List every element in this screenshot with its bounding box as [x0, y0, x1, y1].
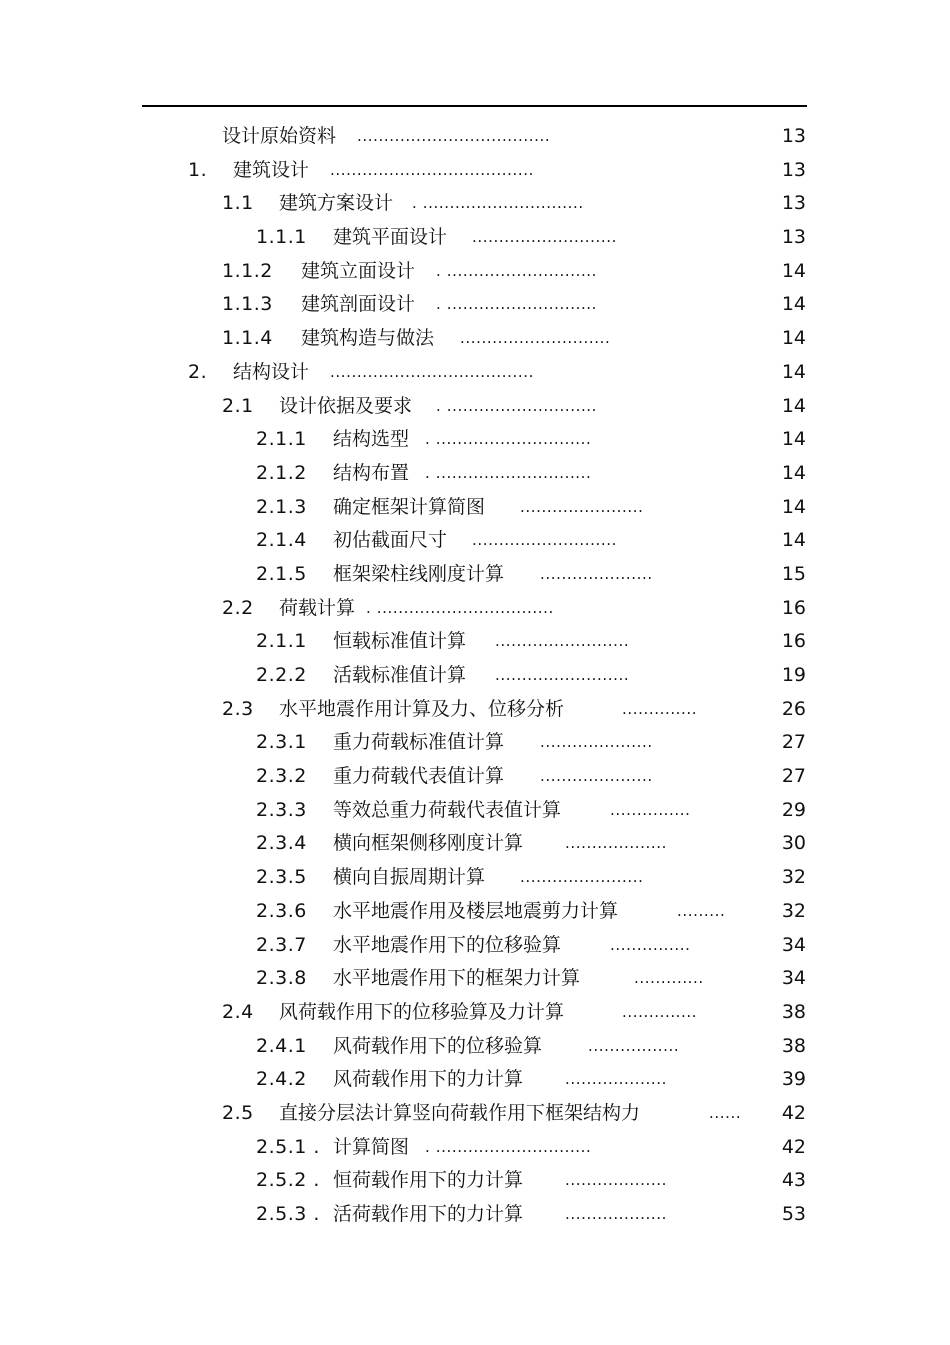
toc-entry-page-number: 14: [781, 461, 806, 484]
toc-entry-page-number: 32: [781, 866, 806, 889]
toc-entry-leader: ...........................: [472, 228, 617, 247]
toc-entry-page-number: 39: [781, 1068, 806, 1091]
toc-entry[interactable]: [0, 423, 950, 457]
toc-entry[interactable]: [0, 592, 950, 626]
toc-entry[interactable]: [0, 794, 950, 828]
toc-entry-title: 恒荷载作用下的力计算: [333, 1169, 524, 1192]
toc-entry[interactable]: [0, 659, 950, 693]
toc-entry-page-number: 34: [781, 933, 806, 956]
toc-entry-title: 恒载标准值计算: [333, 630, 467, 653]
toc-entry[interactable]: [0, 1198, 950, 1232]
toc-entry-number: 2.1.4: [256, 529, 307, 552]
toc-entry-leader: .....................: [540, 733, 653, 752]
toc-entry-title: 确定框架计算简图: [333, 495, 486, 518]
toc-entry-number: 2.3.7: [256, 933, 307, 956]
toc-entry-number: 1.1.4: [222, 327, 273, 350]
toc-entry-page-number: 26: [781, 697, 806, 720]
toc-entry-page-number: 13: [781, 192, 806, 215]
toc-entry-title: 框架梁柱线刚度计算: [333, 562, 505, 585]
toc-entry-title: 初估截面尺寸: [333, 529, 448, 552]
toc-entry-number: 2.5.1 .: [256, 1135, 320, 1158]
toc-entry-leader: ...........................: [472, 531, 617, 550]
toc-entry-number: 2.4: [222, 1000, 254, 1023]
toc-entry-title: 建筑设计: [233, 158, 310, 181]
toc-entry-number: 2.5.2 .: [256, 1169, 320, 1192]
toc-entry-leader: .........................: [495, 632, 630, 651]
toc-entry-page-number: 42: [781, 1101, 806, 1124]
toc-entry-number: 1.1.2: [222, 259, 273, 282]
toc-entry-leader: . ............................: [436, 295, 598, 314]
toc-entry-title: 建筑方案设计: [279, 192, 394, 215]
toc-entry-page-number: 14: [781, 495, 806, 518]
toc-entry-number: 2.1.5: [256, 562, 307, 585]
toc-entry-page-number: 14: [781, 259, 806, 282]
toc-entry-number: 2.3.6: [256, 899, 307, 922]
toc-entry[interactable]: [0, 1030, 950, 1064]
header-rule: [142, 105, 807, 107]
toc-entry-number: 2.1.1: [256, 428, 307, 451]
toc-entry-leader: . .............................: [425, 430, 592, 449]
toc-entry-title: 风荷载作用下的位移验算: [333, 1034, 543, 1057]
toc-entry-number: 2.3.8: [256, 967, 307, 990]
toc-entry-page-number: 14: [781, 428, 806, 451]
toc-entry-page-number: 27: [781, 731, 806, 754]
toc-entry[interactable]: [0, 962, 950, 996]
toc-entry-title: 计算简图: [333, 1135, 410, 1158]
toc-entry-title: 风荷载作用下的力计算: [333, 1068, 524, 1091]
toc-entry-page-number: 43: [781, 1169, 806, 1192]
toc-entry-title: 风荷载作用下的位移验算及力计算: [279, 1000, 565, 1023]
toc-entry-title: 荷载计算: [279, 596, 356, 619]
toc-entry[interactable]: [0, 491, 950, 525]
toc-entry-leader: .........: [677, 901, 726, 920]
toc-entry[interactable]: [0, 187, 950, 221]
toc-entry-page-number: 38: [781, 1000, 806, 1023]
toc-entry-leader: ...................: [565, 834, 667, 853]
toc-entry-leader: ...................: [565, 1171, 667, 1190]
toc-entry[interactable]: [0, 827, 950, 861]
toc-entry-page-number: 19: [781, 664, 806, 686]
toc-entry-number: 1.1.3: [222, 293, 273, 316]
toc-entry-number: 2.1.3: [256, 495, 307, 518]
toc-entry-number: 2.: [188, 360, 208, 383]
table-of-contents: [0, 120, 950, 1232]
toc-entry-title: 横向框架侧移刚度计算: [333, 832, 524, 855]
toc-entry-number: 2.3.2: [256, 765, 307, 788]
toc-entry-number: 2.5: [222, 1101, 254, 1124]
toc-entry-title: 建筑构造与做法: [301, 327, 435, 350]
toc-entry-page-number: 16: [781, 630, 806, 653]
toc-entry[interactable]: [0, 861, 950, 895]
toc-entry[interactable]: [0, 322, 950, 356]
toc-entry-title: 直接分层法计算竖向荷载作用下框架结构力: [279, 1101, 641, 1124]
toc-entry-leader: . ..............................: [412, 194, 584, 213]
toc-entry-number: 2.1: [222, 394, 254, 417]
toc-entry[interactable]: [0, 356, 950, 390]
toc-entry-page-number: 14: [781, 327, 806, 350]
toc-entry[interactable]: [0, 1164, 950, 1198]
toc-entry-title: 水平地震作用计算及力、位移分析: [279, 697, 565, 720]
toc-entry-title: 活荷载作用下的力计算: [333, 1203, 524, 1225]
toc-entry[interactable]: [0, 288, 950, 322]
toc-entry-page-number: 13: [781, 158, 806, 181]
toc-entry-number: 2.3.5: [256, 866, 307, 889]
toc-entry-title: 重力荷载标准值计算: [333, 731, 505, 754]
toc-entry-number: 1.1: [222, 192, 254, 215]
toc-entry[interactable]: [0, 929, 950, 963]
toc-entry[interactable]: [0, 1131, 950, 1165]
toc-entry[interactable]: [0, 1097, 950, 1131]
toc-entry-leader: ......................................: [330, 362, 534, 381]
toc-entry-title: 设计原始资料: [222, 125, 337, 147]
toc-entry-title: 水平地震作用下的位移验算: [333, 933, 562, 956]
toc-entry-leader: .............: [634, 969, 704, 988]
toc-entry[interactable]: [0, 726, 950, 760]
toc-entry-number: 1.: [188, 158, 208, 181]
toc-entry-leader: ..............: [622, 1002, 698, 1021]
toc-entry-title: 水平地震作用下的框架力计算: [333, 967, 581, 990]
toc-entry-leader: ...............: [610, 800, 691, 819]
toc-entry-page-number: 27: [781, 765, 806, 788]
toc-entry-leader: ....................................: [357, 127, 551, 145]
toc-entry-number: 2.1.2: [256, 461, 307, 484]
toc-entry-leader: .........................: [495, 666, 630, 684]
toc-entry-leader: ......................................: [330, 160, 534, 179]
toc-entry[interactable]: [0, 558, 950, 592]
toc-entry-leader: ...................: [565, 1070, 667, 1089]
toc-entry-number: 2.4.1: [256, 1034, 307, 1057]
toc-entry-leader: .......................: [520, 497, 644, 516]
toc-entry[interactable]: [0, 625, 950, 659]
toc-entry-leader: .......................: [520, 868, 644, 887]
toc-entry-leader: ............................: [460, 329, 611, 348]
toc-entry-page-number: 14: [781, 529, 806, 552]
toc-entry-leader: . .............................: [425, 463, 592, 482]
toc-entry-page-number: 42: [781, 1135, 806, 1158]
toc-entry[interactable]: [0, 760, 950, 794]
toc-entry-title: 等效总重力荷载代表值计算: [333, 798, 562, 821]
toc-entry-leader: ...............: [610, 935, 691, 954]
toc-entry[interactable]: [0, 255, 950, 289]
toc-entry-number: 2.2: [222, 596, 254, 619]
toc-entry-leader: ...................: [565, 1205, 667, 1223]
toc-entry-title: 结构设计: [233, 360, 310, 383]
toc-entry-page-number: 14: [781, 293, 806, 316]
toc-entry[interactable]: [0, 221, 950, 255]
toc-entry-title: 建筑剖面设计: [301, 293, 416, 316]
toc-entry-number: 2.3.4: [256, 832, 307, 855]
toc-entry-leader: .....................: [540, 564, 653, 583]
toc-entry-page-number: 15: [781, 562, 806, 585]
toc-entry-leader: . .............................: [425, 1137, 592, 1156]
toc-entry[interactable]: [0, 693, 950, 727]
toc-entry-number: 1.1.1: [256, 226, 307, 249]
toc-entry-number: 2.2.2: [256, 664, 307, 686]
toc-entry-number: 2.5.3 .: [256, 1203, 320, 1225]
toc-entry-title: 横向自振周期计算: [333, 866, 486, 889]
toc-entry[interactable]: [0, 457, 950, 491]
toc-entry-title: 建筑立面设计: [301, 259, 416, 282]
toc-entry-title: 重力荷载代表值计算: [333, 765, 505, 788]
toc-entry-number: 2.3: [222, 697, 254, 720]
toc-entry-page-number: 13: [781, 125, 806, 147]
toc-entry-number: 2.4.2: [256, 1068, 307, 1091]
toc-entry-page-number: 13: [781, 226, 806, 249]
toc-entry-page-number: 30: [781, 832, 806, 855]
toc-entry-number: 2.3.3: [256, 798, 307, 821]
toc-entry-number: 2.1.1: [256, 630, 307, 653]
toc-entry-page-number: 14: [781, 394, 806, 417]
toc-entry-leader: .................: [588, 1036, 680, 1055]
toc-entry-number: 2.3.1: [256, 731, 307, 754]
toc-entry-title: 活载标准值计算: [333, 664, 467, 686]
toc-entry-title: 设计依据及要求: [279, 394, 413, 417]
toc-entry-page-number: 38: [781, 1034, 806, 1057]
toc-entry[interactable]: [0, 996, 950, 1030]
toc-entry-title: 结构选型: [333, 428, 410, 451]
toc-entry-leader: ..............: [622, 699, 698, 718]
toc-entry[interactable]: [0, 895, 950, 929]
toc-entry[interactable]: [0, 524, 950, 558]
toc-entry-page-number: 34: [781, 967, 806, 990]
toc-entry[interactable]: [0, 1063, 950, 1097]
toc-entry-leader: ......: [709, 1103, 742, 1122]
toc-entry-leader: . ............................: [436, 261, 598, 280]
toc-entry-leader: . .................................: [366, 598, 554, 617]
toc-entry-title: 建筑平面设计: [333, 226, 448, 249]
toc-entry-page-number: 32: [781, 899, 806, 922]
toc-entry[interactable]: [0, 154, 950, 188]
toc-entry-page-number: 16: [781, 596, 806, 619]
toc-entry-page-number: 53: [781, 1203, 806, 1225]
toc-entry-leader: . ............................: [436, 396, 598, 415]
toc-entry-title: 水平地震作用及楼层地震剪力计算: [333, 899, 619, 922]
toc-entry[interactable]: [0, 120, 950, 154]
toc-entry-title: 结构布置: [333, 461, 410, 484]
toc-entry-page-number: 29: [781, 798, 806, 821]
toc-entry-leader: .....................: [540, 767, 653, 786]
toc-entry[interactable]: [0, 390, 950, 424]
toc-entry-page-number: 14: [781, 360, 806, 383]
